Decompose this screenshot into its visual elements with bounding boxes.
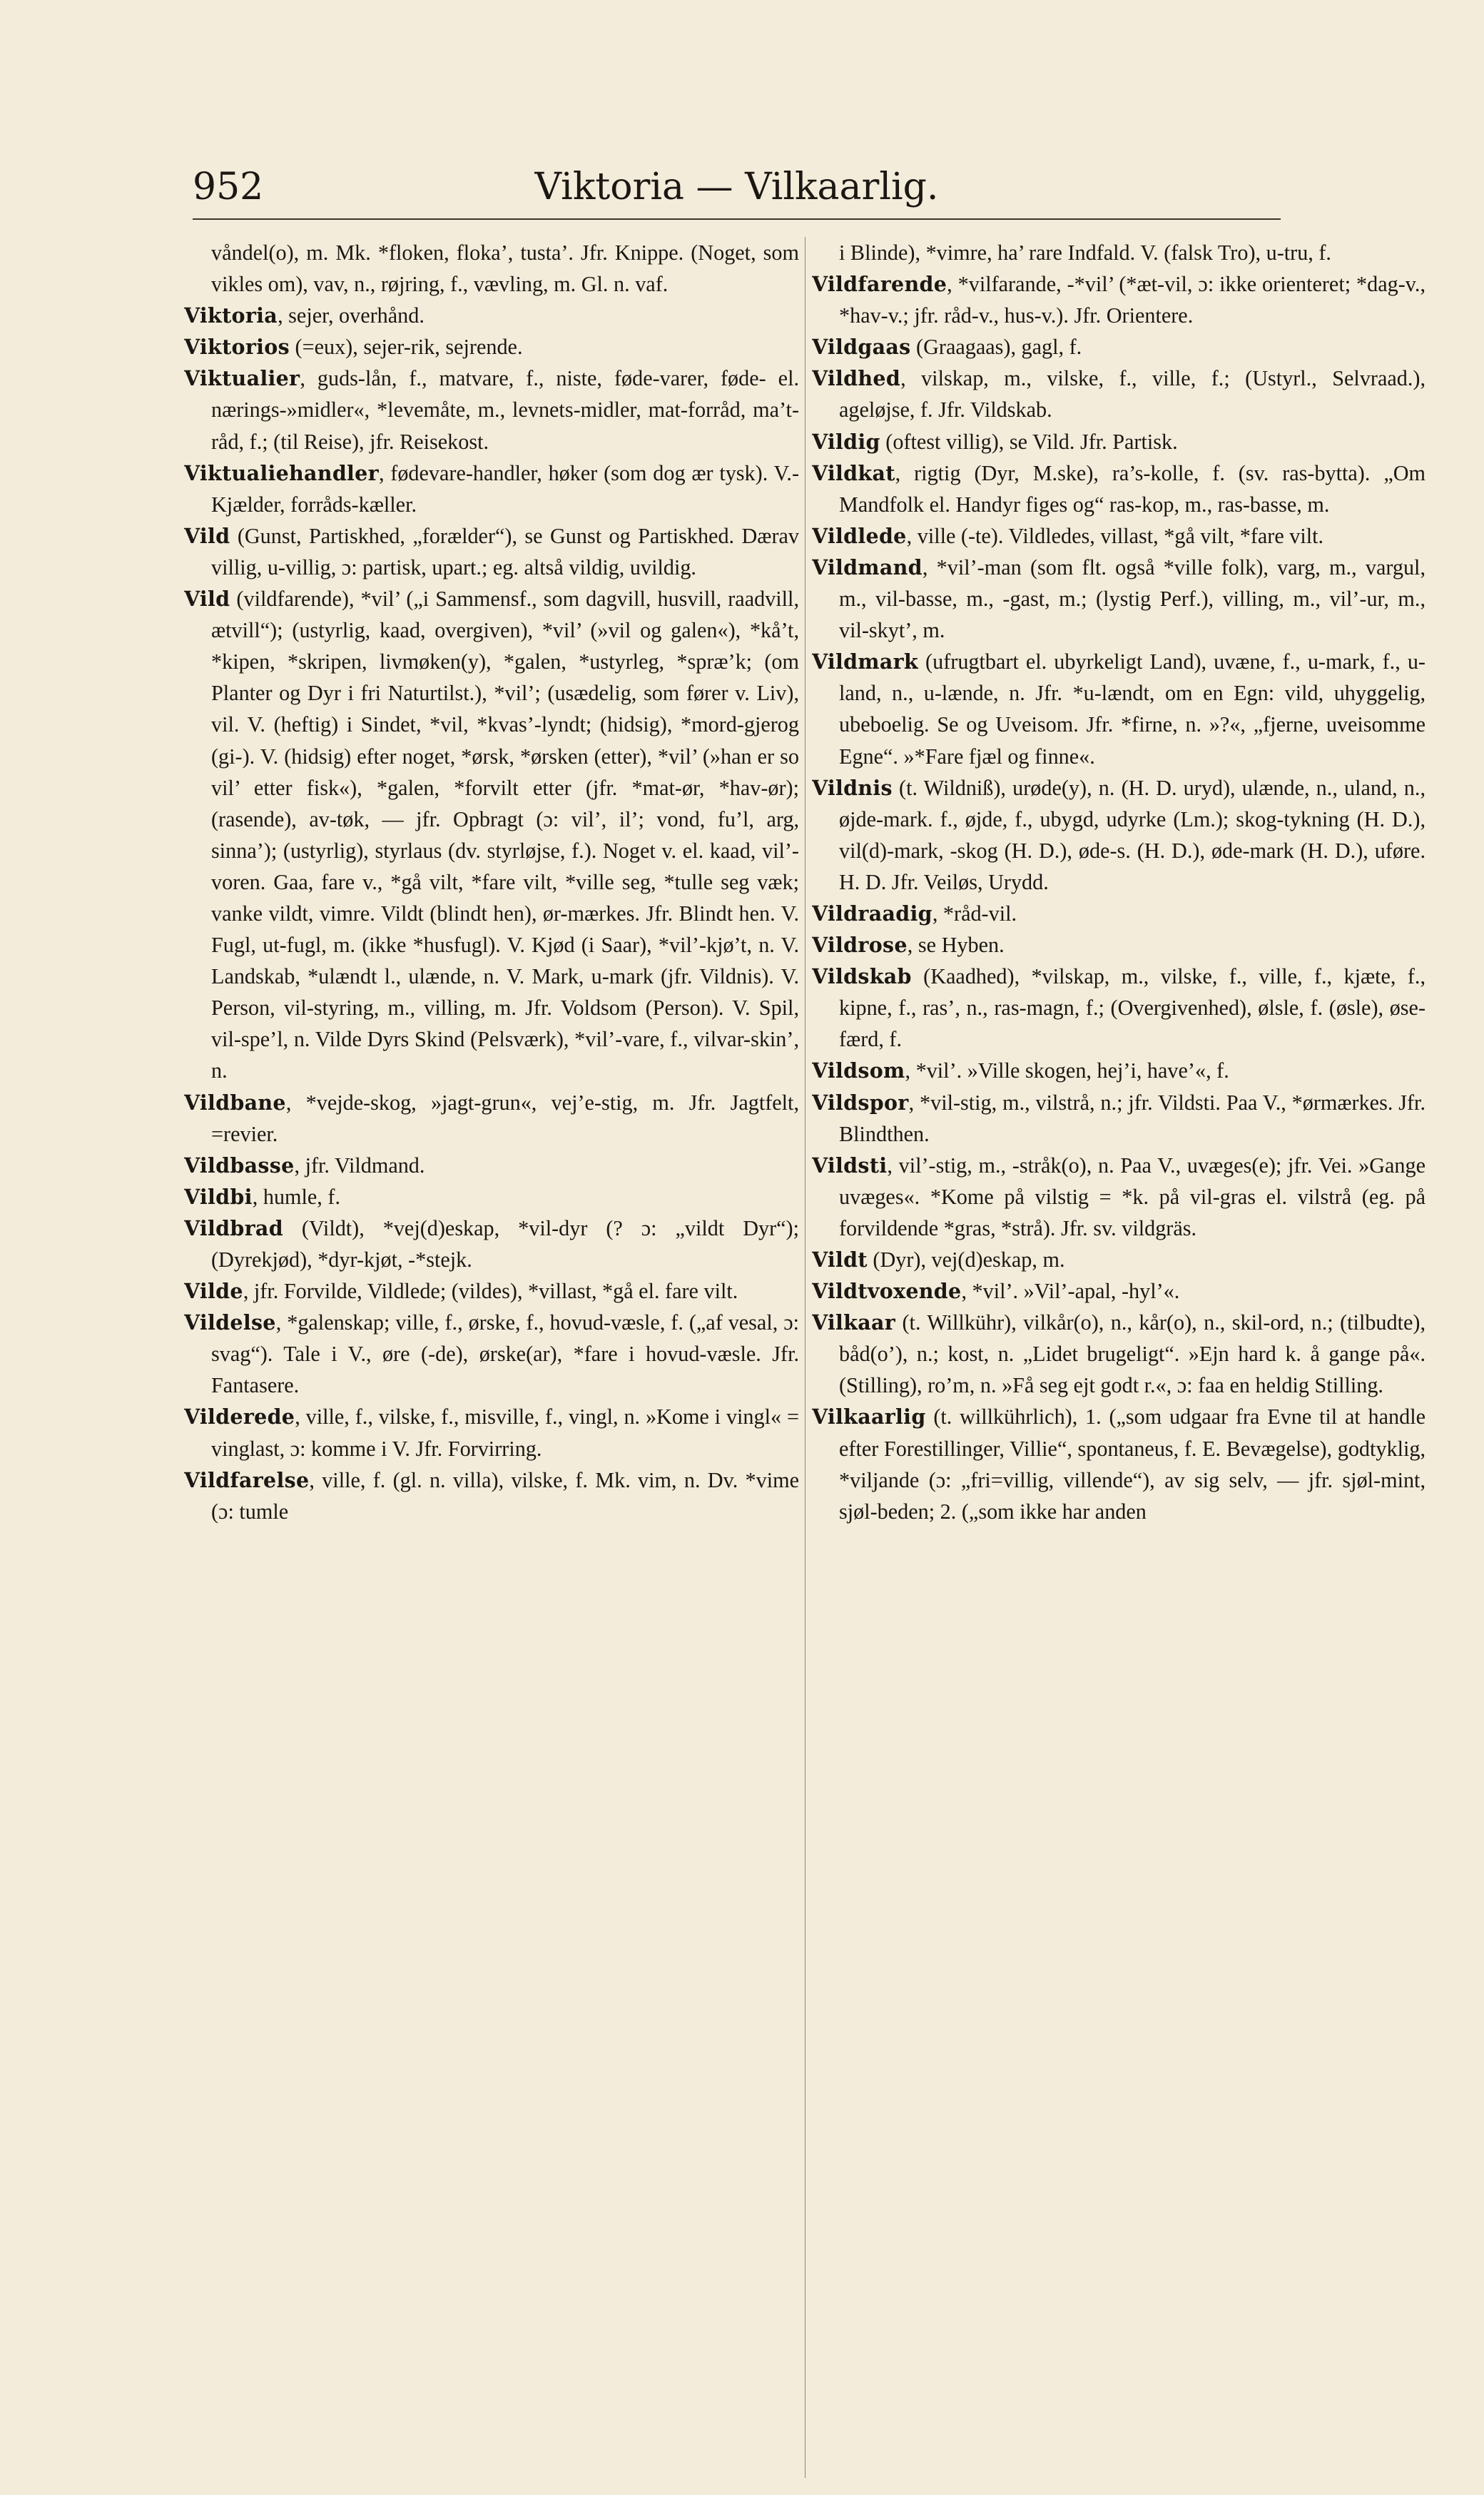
left-column: [184, 237, 799, 2485]
entry: Vildgaas (Graagaas), gagl, f.: [812, 335, 1082, 360]
headword: Vildelse: [184, 1310, 276, 1335]
headword: Vildbi: [184, 1184, 253, 1209]
headword: Vildfarelse: [184, 1467, 310, 1492]
headword: Vildskab: [812, 964, 912, 989]
entry: Viktualier, guds-lån, f., matvare, f., niste, føde-varer, føde- el. nærings-»midler«, *levemåte, m., levnets-midler, mat-forråd, ma’t-råd, f.; (til Reise), jfr. Reisekost.: [184, 366, 799, 454]
entry: Vildbasse, jfr. Vildmand.: [184, 1153, 425, 1178]
entry: Vildbrad (Vildt), *vej(d)eskap, *vil-dyr (? ɔ: „vildt Dyr“); (Dyrekjød), *dyr-kjøt, -*stejk.: [184, 1215, 799, 1272]
entry: Vildnis (t. Wildniß), urøde(y), n. (H. D. uryd), ulænde, n., uland, n., øjde-mark. f., øjde, f., ubygd, udyrke (Lm.); skog-tykning (H. D.), vil(d)-mark, -skog (H. D.), øde-s. (H. D.), øde-mark (H. D.), uføre. H. D. Jfr. Veiløs, Urydd.: [812, 775, 1425, 894]
headword: Vild: [184, 523, 230, 548]
headword: Vildig: [812, 429, 880, 454]
entry: Vild (Gunst, Partiskhed, „forælder“), se Gunst og Partiskhed. Dærav villig, u-villig, ɔ: partisk, upart.; eg. altså vildig, uvildig.: [184, 523, 799, 580]
entry: Vildsom, *vil’. »Ville skogen, hej’i, have’«, f.: [812, 1058, 1229, 1083]
right-column: [812, 237, 1425, 2485]
headword: Vildhed: [812, 366, 901, 391]
headword: Vilde: [184, 1279, 243, 1304]
headword: Vildfarende: [812, 272, 947, 297]
headword: Vildtvoxende: [812, 1279, 962, 1304]
entry: Vildt (Dyr), vej(d)eskap, m.: [812, 1248, 1065, 1272]
headword: Vilderede: [184, 1405, 295, 1429]
entry: Vilderede, ville, f., vilske, f., misville, f., vingl, n. »Kome i vingl« = vinglast, ɔ: komme i V. Jfr. Forvirring.: [184, 1405, 799, 1461]
headword: Viktualier: [184, 366, 300, 391]
entry: Vildmand, *vil’-man (som flt. også *ville folk), varg, m., vargul, m., vil-basse, m., -gast, m.; (lystig Perf.), villing, m., vil’-ur, m., vil-skyt’, m.: [812, 555, 1425, 643]
entry: Viktualiehandler, fødevare-handler, høker (som dog ær tysk). V.-Kjælder, forråds-kæller.: [184, 460, 799, 517]
headword: Vildt: [812, 1248, 868, 1272]
headword: Vildbasse: [184, 1153, 295, 1178]
entry: Vildtvoxende, *vil’. »Vil’-apal, -hyl’«.: [812, 1279, 1180, 1304]
headword: Vildrose: [812, 933, 908, 958]
entry: Vildelse, *galenskap; ville, f., ørske, f., hovud-væsle, f. („af vesal, ɔ: svag“). Tale i V., øre (-de), ørske(ar), *fare i hovud-væsle. Jfr. Fantasere.: [184, 1310, 799, 1398]
entry: Vilkaarlig (t. willkührlich), 1. („som udgaar fra Evne til at handle efter Forestillinger, Villie“, spontaneus, f. E. Bevægelse), godtyklig, *viljande (ɔ: „fri=villig, villende“), av sig selv, — jfr. sjøl-mint, sjøl-beden; 2. („som ikke har anden: [812, 1405, 1425, 1524]
headword: Vildgaas: [812, 335, 911, 360]
entry: Vildsti, vil’-stig, m., -stråk(o), n. Paa V., uvæges(e); jfr. Vei. »Gange uvæges«. *Kome på vilstig = *k. på vil-gras el. vilstrå (eg. på forvildende *gras, *strå). Jfr. sv. vildgräs.: [812, 1153, 1425, 1240]
entry: Vildfarende, *vilfarande, -*vil’ (*æt-vil, ɔ: ikke orienteret; *dag-v., *hav-v.; jfr. råd-v., hus-v.). Jfr. Orientere.: [812, 272, 1425, 328]
entry: Vildfarelse, ville, f. (gl. n. villa), vilske, f. Mk. vim, n. Dv. *vime (ɔ: tumle: [184, 1467, 799, 1524]
headword: Vildlede: [812, 523, 907, 548]
entry: Vilkaar (t. Willkühr), vilkår(o), n., kår(o), n., skil-ord, n.; (tilbudte), båd(o’), n.; kost, n. „Lidet brugeligt“. »Ejn hard k. å gange på«. (Stilling), ro’m, n. »Få seg ejt godt r.«, ɔ: faa en heldig Stilling.: [812, 1310, 1425, 1398]
entry: Vildbane, *vejde-skog, »jagt-grun«, vej’e-stig, m. Jfr. Jagtfelt, =revier.: [184, 1090, 799, 1146]
headword: Vildmand: [812, 555, 923, 580]
headword: Vildsom: [812, 1058, 905, 1083]
header-rule: [193, 218, 1281, 220]
entry: Vildig (oftest villig), se Vild. Jfr. Partisk.: [812, 429, 1178, 454]
entry: Vildspor, *vil-stig, m., vilstrå, n.; jfr. Vildsti. Paa V., *ørmærkes. Jfr. Blindthen.: [812, 1090, 1425, 1146]
headword: Vildbrad: [184, 1215, 283, 1240]
entry: Vildraadig, *råd-vil.: [812, 901, 1017, 926]
headword: Vild: [184, 587, 230, 612]
entry: i Blinde), *vimre, ha’ rare Indfald. V. (falsk Tro), u-tru, f.: [839, 241, 1331, 265]
headword: Vilkaarlig: [812, 1405, 926, 1429]
headword: Vildbane: [184, 1090, 286, 1115]
entry: Viktoria, sejer, overhånd.: [184, 303, 425, 328]
headword: Viktualiehandler: [184, 460, 379, 485]
entry: Vildkat, rigtig (Dyr, M.ske), ra’s-kolle, f. (sv. ras-bytta). „Om Mandfolk el. Handyr figes og“ ras-kop, m., ras-basse, m.: [812, 460, 1425, 517]
entry: Viktorios (=eux), sejer-rik, sejrende.: [184, 335, 523, 360]
headword: Vildkat: [812, 460, 895, 485]
headword: Vilkaar: [812, 1310, 896, 1335]
page-header: [193, 166, 1281, 216]
headword: Viktorios: [184, 335, 290, 360]
entry: Vildhed, vilskap, m., vilske, f., ville, f.; (Ustyrl., Selvraad.), ageløjse, f. Jfr. Vildskab.: [812, 366, 1425, 422]
headword: Vildnis: [812, 775, 893, 800]
headword: Viktoria: [184, 303, 278, 328]
headword: Vildspor: [812, 1090, 909, 1115]
entry: Vild (vildfarende), *vil’ („i Sammensf., som dagvill, husvill, raadvill, ætvill“); (ustyrlig, kaad, overgiven), *vil’ (»vil og galen«), *kå’t, *kipen, *skripen, livmøken(y), *galen, *ustyrleg, *spræ’k; (om Planter og Dyr i fri Naturtilst.), *vil’; (usædelig, som fører v. Liv), vil. V. (heftig) i Sindet, *vil, *kvas’-lyndt; (hidsig), *mord-gjerog (gi-). V. (hidsig) efter noget, *ørsk, *ørsken (etter), *vil’ (»han er so vil’ etter fisk«), *galen, *forvilt etter (jfr. *mat-ør, *hav-ør); (rasende), av-tøk, — jfr. Opbragt (ɔ: vil’, il’; vond, fu’l, arg, sinna’); (ustyrlig), styrlaus (dv. styrløjse, f.). Noget v. el. kaad, vil’-voren. Gaa, fare v., *gå vilt, *fare vilt, *ville seg, *tulle seg væk; vanke vildt, vimre. Vildt (blindt hen), ør-mærkes. Jfr. Blindt hen. V. Fugl, ut-fugl, m. (ikke *husfugl). V. Kjød (i Saar), *vil’-kjø’t, n. V. Landskab, *ulændt l., ulænde, n. V. Mark, u-mark (jfr. Vildnis). V. Person, vil-styring, m., villing, m. Jfr. Voldsom (Person). V. Spil, vil-spe’l, n. Vilde Dyrs Skind (Pelsværk), *vil’-vare, f., vilvar-skin’, n.: [184, 587, 799, 1083]
entry: våndel(o), m. Mk. *floken, floka’, tusta’. Jfr. Knippe. (Noget, som vikles om), vav, n., røjring, f., vævling, m. Gl. n. vaf.: [211, 241, 799, 297]
entry: Vildrose, se Hyben.: [812, 933, 1005, 958]
entry: Vildmark (ufrugtbart el. ubyrkeligt Land), uvæne, f., u-mark, f., u-land, n., u-lænde, n. Jfr. *u-lændt, om en Egn: vild, uhyggelig, ubeboelig. Se og Uveisom. Jfr. *firne, n. »?«, „fjerne, uveisomme Egne“. »*Fare fjæl og finne«.: [812, 649, 1425, 769]
entry: Vildskab (Kaadhed), *vilskap, m., vilske, f., ville, f., kjæte, f., kipne, f., ras’, n., ras-magn, f.; (Overgivenhed), ølsle, f. (øsle), øse-færd, f.: [812, 964, 1425, 1052]
headword: Vildsti: [812, 1153, 888, 1178]
entry: Vilde, jfr. Forvilde, Vildlede; (vildes), *villast, *gå el. fare vilt.: [184, 1279, 738, 1304]
entry: Vildlede, ville (-te). Vildledes, villast, *gå vilt, *fare vilt.: [812, 523, 1324, 548]
headword: Vildmark: [812, 649, 918, 674]
headword: Vildraadig: [812, 901, 932, 926]
running-head: Viktoria — Vilkaarlig.: [534, 166, 939, 208]
entry: Vildbi, humle, f.: [184, 1184, 340, 1209]
page-number: 952: [193, 166, 264, 208]
